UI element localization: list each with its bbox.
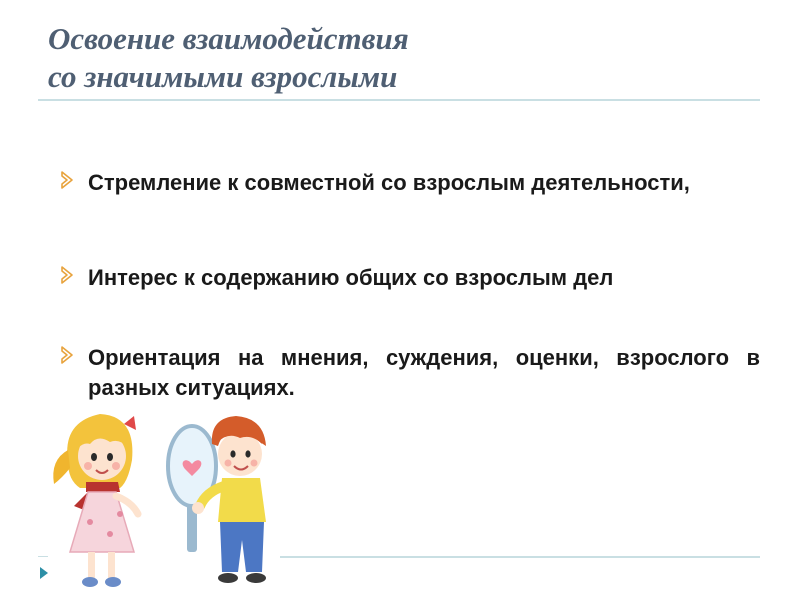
- bullet-item: [60, 263, 760, 343]
- slide-title-line-2: со значимыми взрослыми: [48, 59, 398, 94]
- bullet-chevron-icon: [60, 345, 74, 365]
- bullet-list: [60, 168, 760, 403]
- bullet-text: Интерес к содержанию общих со взрослым дел: [88, 265, 614, 290]
- bullet-text: Стремление к совместной со взрослым деятельности,: [88, 170, 690, 195]
- bullet-text: Ориентация на мнения, суждения, оценки, взрослого в разных ситуациях.: [88, 345, 760, 400]
- slide-title-line-1: Освоение взаимодействия: [48, 21, 409, 56]
- footer-divider-left: [38, 556, 48, 557]
- bullet-chevron-icon: [60, 265, 74, 285]
- bullet-item: [60, 343, 760, 403]
- bullet-item: [60, 168, 760, 263]
- title-divider: [38, 99, 760, 101]
- footer-divider: [280, 556, 760, 558]
- triangle-right-icon[interactable]: [39, 566, 49, 580]
- bullet-chevron-icon: [60, 170, 74, 190]
- children-illustration: [40, 402, 280, 592]
- slide-title: [48, 20, 748, 96]
